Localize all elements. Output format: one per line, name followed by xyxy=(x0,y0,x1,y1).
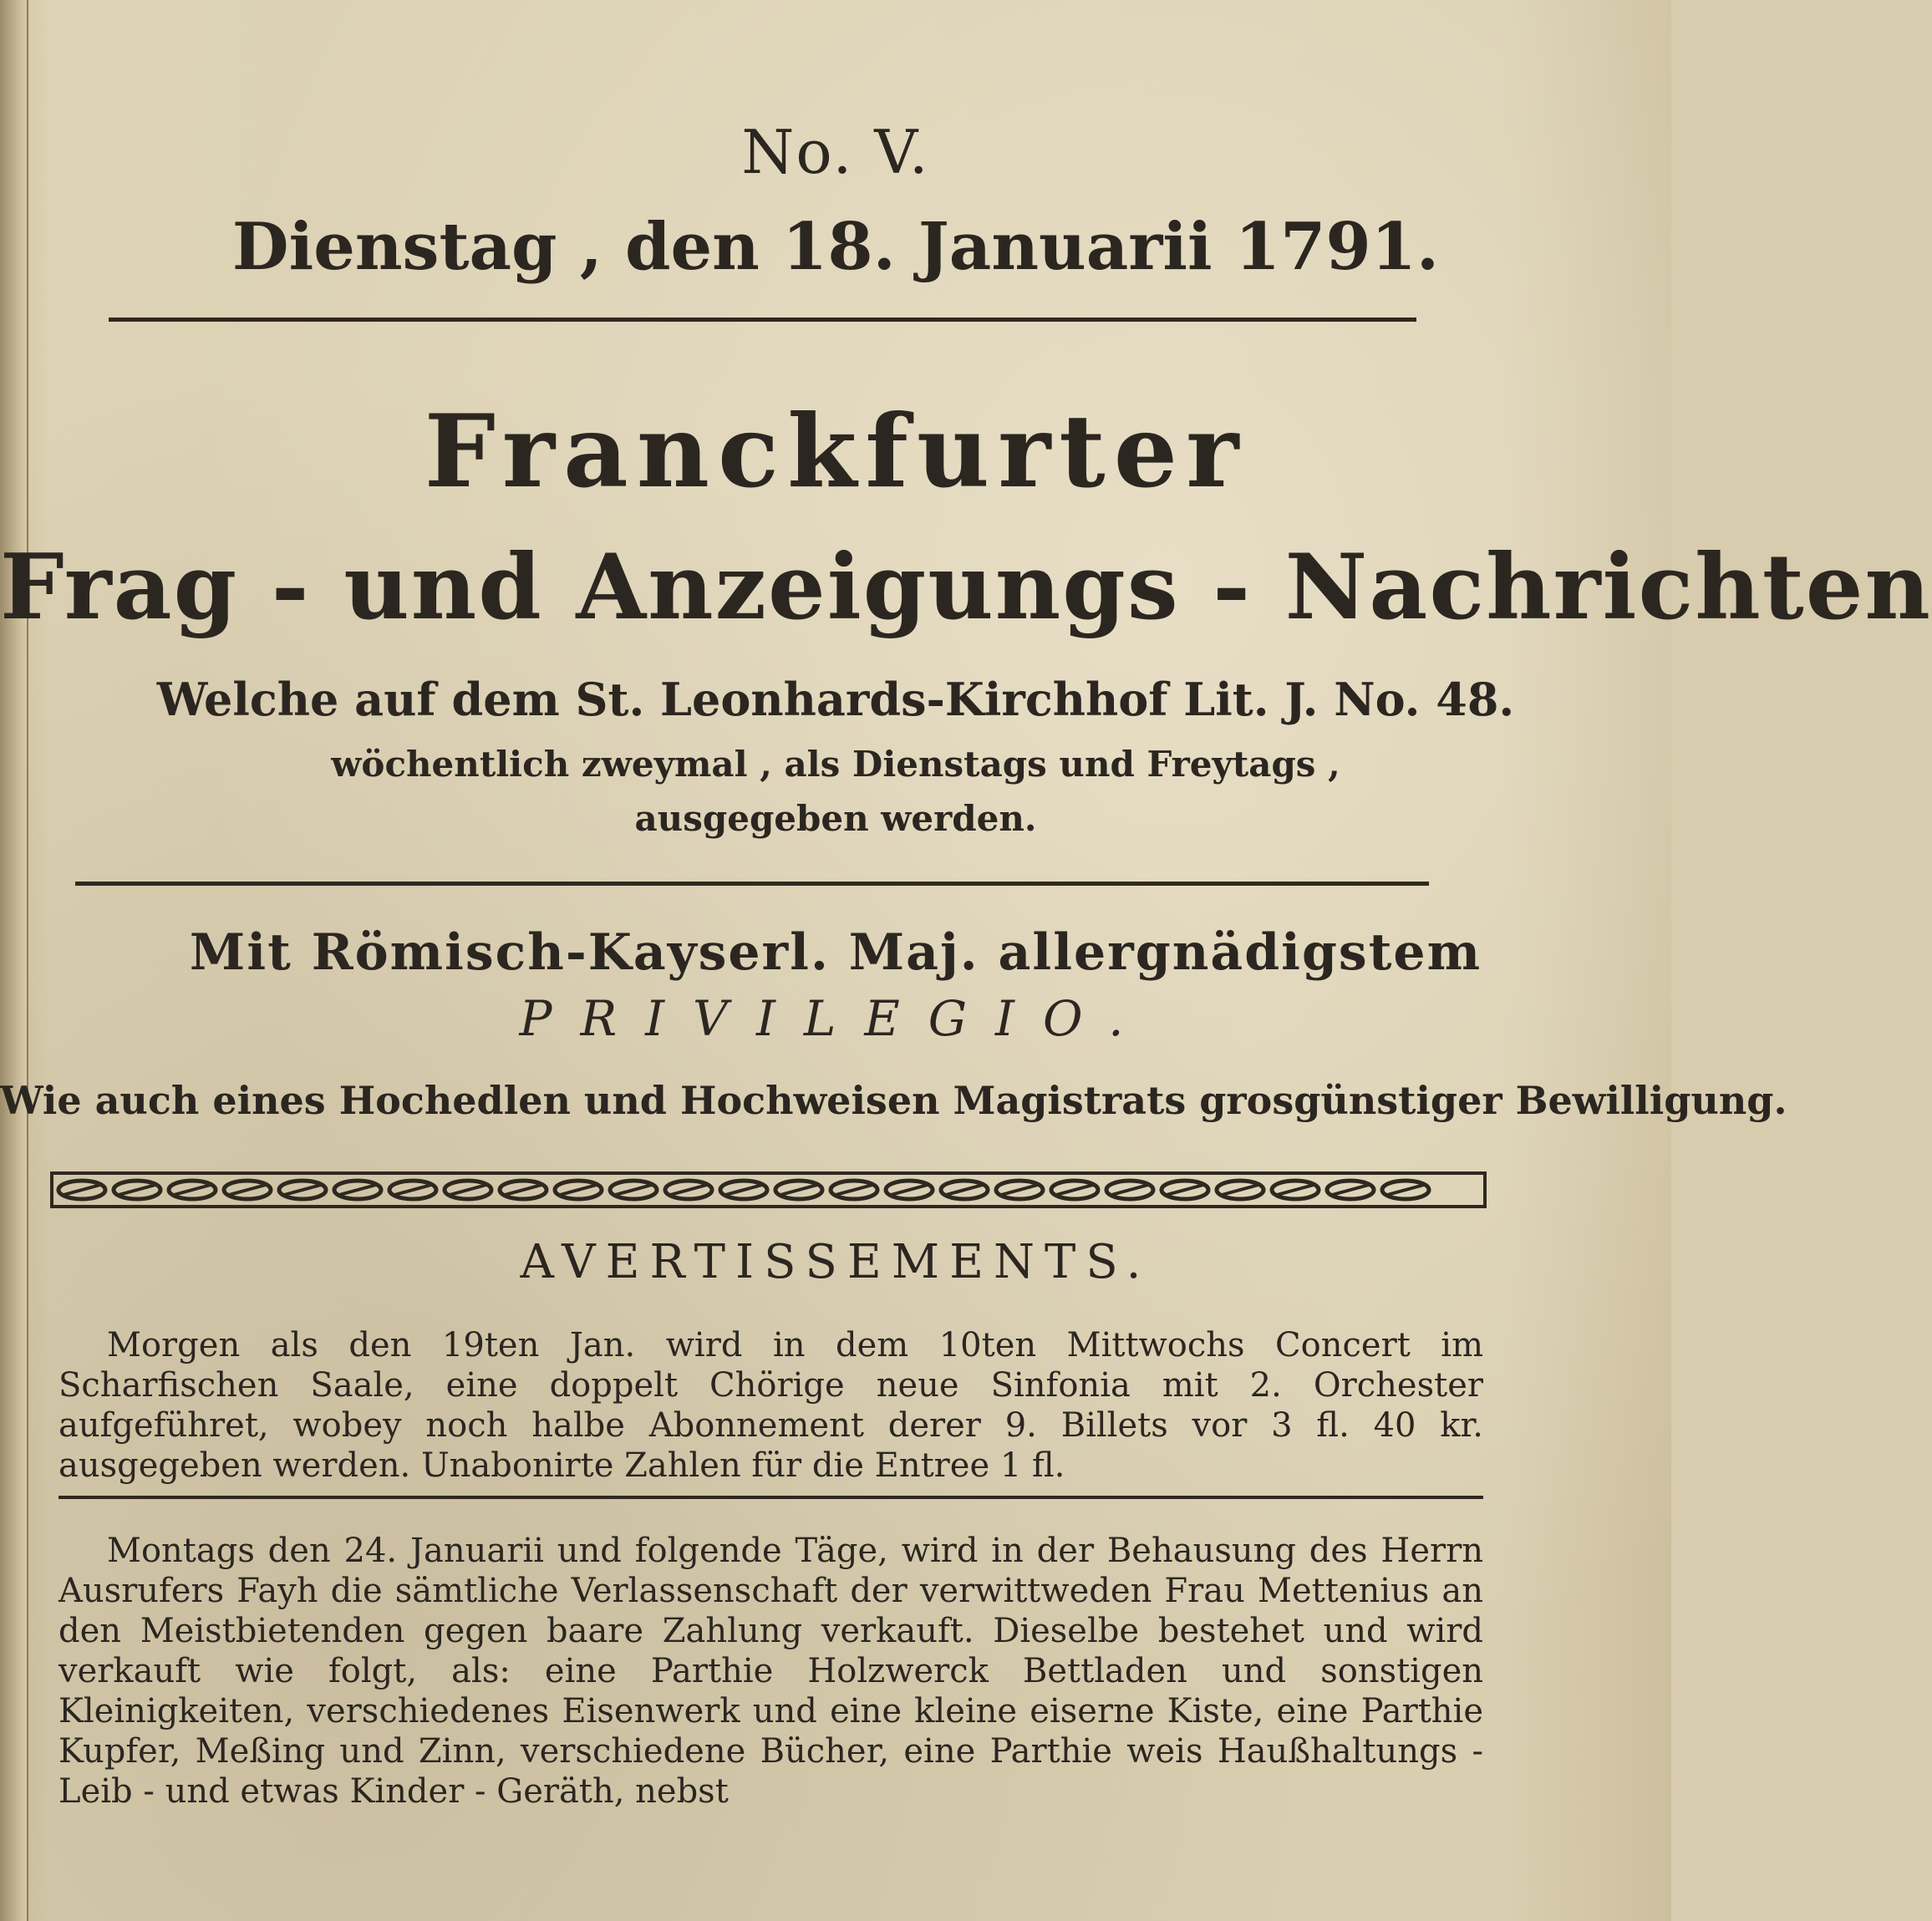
privilege-line: Mit Römisch-Kayserl. Maj. allergnädigstem xyxy=(189,923,1482,982)
issue-date: Dienstag , den 18. Januarii 1791. xyxy=(231,209,1440,285)
section-heading: AVERTISSEMENTS. xyxy=(520,1235,1152,1289)
masthead-title-line2: Frag - und Anzeigungs - Nachrichten xyxy=(0,535,1932,640)
notice-text: Morgen als den 19ten Jan. wird in dem 10ten Mittwochs Concert im Scharfischen Saale, eine doppelt Chörige neue Sinfonia mit 2. Orchester aufgeführet, wobey noch halbe Abonnement derer 9. Billets vor 3 fl. 40 kr. ausgegeben werden. Unabonirte Zahlen für die Entree 1 fl. xyxy=(58,1326,1483,1485)
notice-concert xyxy=(58,1325,1483,1486)
magistrate-approval: Wie auch eines Hochedlen und Hochweisen Magistrats grosgünstiger Bewilligung. xyxy=(0,1078,1787,1123)
notice-divider xyxy=(58,1496,1483,1499)
masthead-title-line1: Franckfurter xyxy=(424,393,1248,511)
privilege-word: PRIVILEGIO. xyxy=(519,990,1152,1047)
notice-text: Montags den 24. Januarii und folgende Täge, wird in der Behausung des Herrn Ausrufers Fayh die sämtliche Verlassenschaft der verwittweden Frau Mettenius an den Meistbietenden gegen baare Zahlung verkauft. Dieselbe bestehet und wird verkauft wie folgt, als: eine Parthie Holzwerck Bettladen und sonstigen Kleinigkeiten, verschiedenes Eisenwerk und eine kleine eiserne Kiste, eine Parthie Kupfer, Meßing und Zinn, verschiedene Bücher, eine Parthie weis Haußhaltungs - Leib - und etwas Kinder - Geräth, nebst xyxy=(58,1532,1483,1811)
masthead-issued: ausgegeben werden. xyxy=(634,798,1037,839)
masthead-address: Welche auf dem St. Leonhards-Kirchhof Lit. J. No. 48. xyxy=(156,673,1515,726)
chain-ornament-divider xyxy=(52,1170,1485,1210)
header-divider xyxy=(109,318,1416,322)
notice-estate-sale xyxy=(58,1531,1483,1812)
masthead-divider xyxy=(75,882,1429,886)
masthead-schedule: wöchentlich zweymal , als Dienstags und Freytags , xyxy=(331,744,1340,785)
issue-number: No. V. xyxy=(741,117,930,187)
